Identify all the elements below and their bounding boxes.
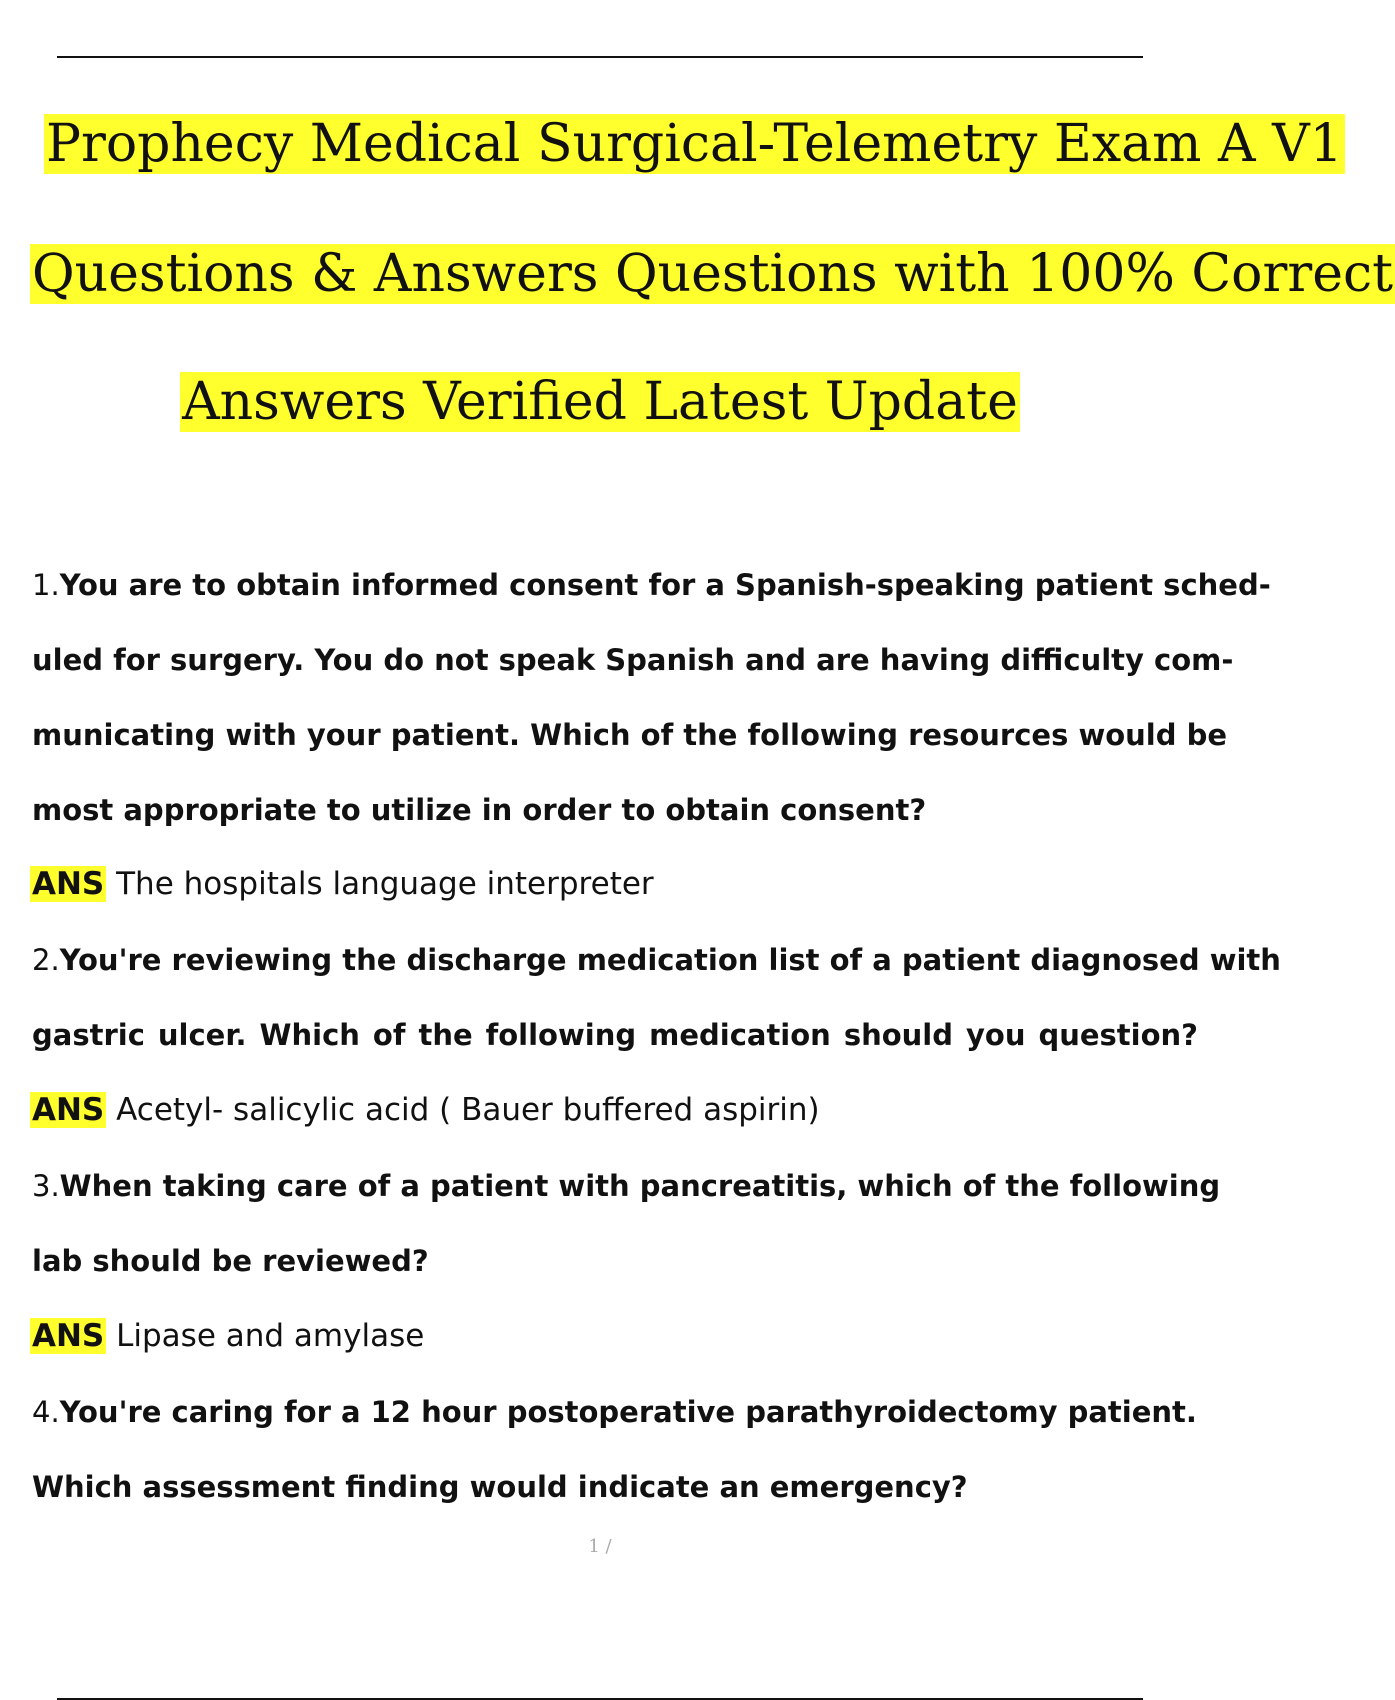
- answer-text: The hospitals language interpreter: [116, 866, 654, 902]
- question-3-line-2: [32, 1224, 1200, 1299]
- question-text: You are to obtain informed consent for a Spanish-speaking patient sched-: [59, 568, 1271, 602]
- question-text: municating with your patient. Which of the following resources would be: [32, 718, 1228, 752]
- question-3-line-1: [32, 1149, 1221, 1224]
- question-text: You're reviewing the discharge medication list of a patient diagnosed with: [59, 943, 1281, 977]
- answer-tag: ANS: [32, 866, 105, 902]
- title-text-2: Questions & Answers Questions with 100% Correct: [32, 244, 1393, 304]
- title-line-1: [0, 108, 1343, 180]
- question-1-line-2: [32, 623, 1234, 698]
- page-number: 1 /: [588, 1536, 612, 1557]
- title-line-3: [0, 366, 1200, 438]
- question-number: 2.: [32, 943, 60, 977]
- question-1-line-4: [32, 773, 1200, 848]
- question-text: uled for surgery. You do not speak Spanish and are having difficulty com-: [32, 643, 1234, 677]
- question-text: Which assessment finding would indicate an emergency?: [32, 1470, 968, 1504]
- top-rule: [57, 56, 1143, 58]
- question-text: gastric ulcer. Which of the following medication should you question?: [32, 1018, 1198, 1052]
- question-text: lab should be reviewed?: [32, 1244, 429, 1278]
- answer-text: Lipase and amylase: [116, 1318, 425, 1354]
- title-line-2: [0, 238, 1393, 310]
- answer-tag: ANS: [32, 1092, 105, 1128]
- question-4-line-2: [32, 1450, 1200, 1525]
- question-2-line-1: [32, 923, 1281, 998]
- question-number: 4.: [32, 1395, 60, 1429]
- question-4-line-1: [32, 1375, 1200, 1450]
- title-text-1: Prophecy Medical Surgical-Telemetry Exam A V1: [46, 114, 1343, 174]
- question-text: You're caring for a 12 hour postoperative parathyroidectomy patient.: [59, 1395, 1197, 1429]
- title-text-3: Answers Verified Latest Update: [182, 372, 1018, 432]
- question-text: When taking care of a patient with pancreatitis, which of the following: [59, 1169, 1221, 1203]
- answer-text: Acetyl- salicylic acid ( Bauer buffered aspirin): [116, 1092, 820, 1128]
- question-number: 1.: [32, 568, 60, 602]
- question-number: 3.: [32, 1169, 60, 1203]
- question-text: most appropriate to utilize in order to obtain consent?: [32, 793, 927, 827]
- question-2-line-2: [32, 998, 1198, 1073]
- answer-2: [30, 1086, 1190, 1134]
- answer-tag: ANS: [32, 1318, 105, 1354]
- question-1-line-3: [32, 698, 1228, 773]
- question-1-line-1: [32, 548, 1271, 623]
- answer-3: [30, 1312, 1190, 1360]
- answer-1: [30, 860, 1190, 908]
